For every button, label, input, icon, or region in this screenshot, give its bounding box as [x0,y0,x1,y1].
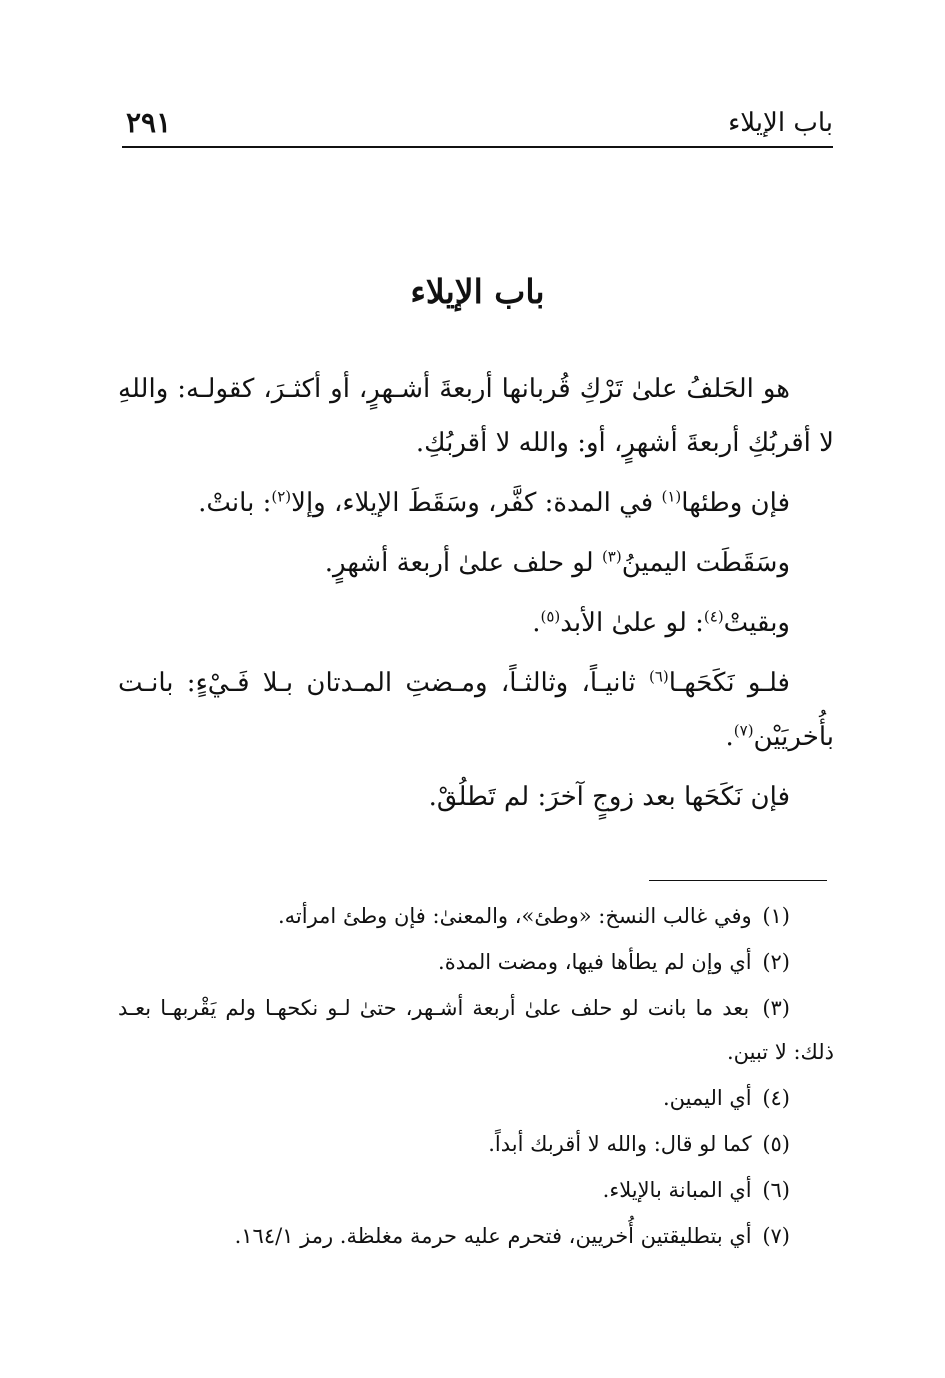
footnote-text: أي وإن لم يطأها فيها، ومضت المدة. [438,950,752,974]
footnote-ref-3[interactable]: (٣) [601,547,622,566]
footnote-text: أي اليمين. [662,1086,752,1110]
paragraph-definition [118,362,834,470]
footnote-number: (٥) [762,1132,790,1156]
footnote-ref-6[interactable]: (٦) [648,667,669,686]
footnote-5 [118,1122,834,1166]
main-text [118,362,834,830]
paragraph-text: . [725,722,734,752]
header-chapter-title: باب الإيلاء [728,108,833,138]
footnote-4 [118,1076,834,1120]
footnote-1 [118,894,834,938]
paragraph-text: : لو علىٰ الأبد [560,608,704,638]
footnote-text: بعد ما بانت لو حلف علىٰ أربعة أشـهر، حتىٰ لـو نكحهـا ولم يَقْربهـا بعـد ذلك: لا تبين. [118,996,834,1064]
footnote-number: (٦) [762,1178,790,1202]
paragraph-text: ثانيـاً، وثالثـاً، ومـضتِ المـدتان بـلا فَـيْءٍ: بانـت بأُخريَيْن [118,668,834,752]
paragraph-text: وسَقَطَت اليمينُ [621,548,790,578]
footnote-ref-4[interactable]: (٤) [703,607,724,626]
footnote-ref-5[interactable]: (٥) [540,607,561,626]
paragraph-text: هو الحَلفُ علىٰ تَرْكِ قُربانها أربعةَ أشـهرٍ، أو أكثـرَ، كقولـه: واللهِ لا أقربُكِ أربعةَ أشهرٍ، أو: والله لا أقربُكِ. [118,374,834,458]
footnote-ref-7[interactable]: (٧) [733,721,754,740]
footnote-separator [649,880,827,881]
footnote-text: أي بتطليقتين أُخريين، فتحرم عليه حرمة مغلظة. رمز ١٦٤/١. [234,1224,752,1248]
footnote-number: (٧) [762,1224,790,1248]
footnote-6 [118,1168,834,1212]
footnote-text: كما لو قال: والله لا أقربك أبداً. [488,1132,752,1156]
paragraph-waty [118,476,834,530]
footnote-ref-2[interactable]: (٢) [271,487,292,506]
paragraph-text: : بانتْ. [198,488,272,518]
paragraph-text: في المدة: كفَّر، وسَقَطَ الإيلاء، وإلا [291,488,662,518]
paragraph-yamin [118,536,834,590]
footnote-number: (١) [762,904,790,928]
paragraph-zawj-akhar [118,770,834,824]
footnote-ref-1[interactable]: (١) [661,487,682,506]
paragraph-baqiyat [118,596,834,650]
paragraph-text: فلـو نَكَحَهـا [668,668,790,698]
footnote-3 [118,986,834,1074]
footnote-2 [118,940,834,984]
running-header [122,100,833,148]
paragraph-text: . [532,608,541,638]
paragraph-nikah [118,656,834,764]
footnote-number: (٤) [762,1086,790,1110]
footnote-text: أي المبانة بالإيلاء. [602,1178,752,1202]
footnote-number: (٣) [762,996,790,1020]
footnotes [118,894,834,1260]
footnote-text: وفي غالب النسخ: «وطئ»، والمعنىٰ: فإن وطئ امرأته. [277,904,752,928]
paragraph-text: وبقيتْ [723,608,790,638]
chapter-title: باب الإيلاء [410,272,545,311]
footnote-number: (٢) [762,950,790,974]
page-number: ٢٩١ [126,106,172,139]
paragraph-text: لو حلف علىٰ أربعة أشهرٍ. [324,548,602,578]
paragraph-text: فإن وطئها [681,488,790,518]
footnote-7 [118,1214,834,1258]
paragraph-text: فإن نَكَحَها بعد زوجٍ آخرَ: لم تَطلُقْ. [428,782,790,812]
